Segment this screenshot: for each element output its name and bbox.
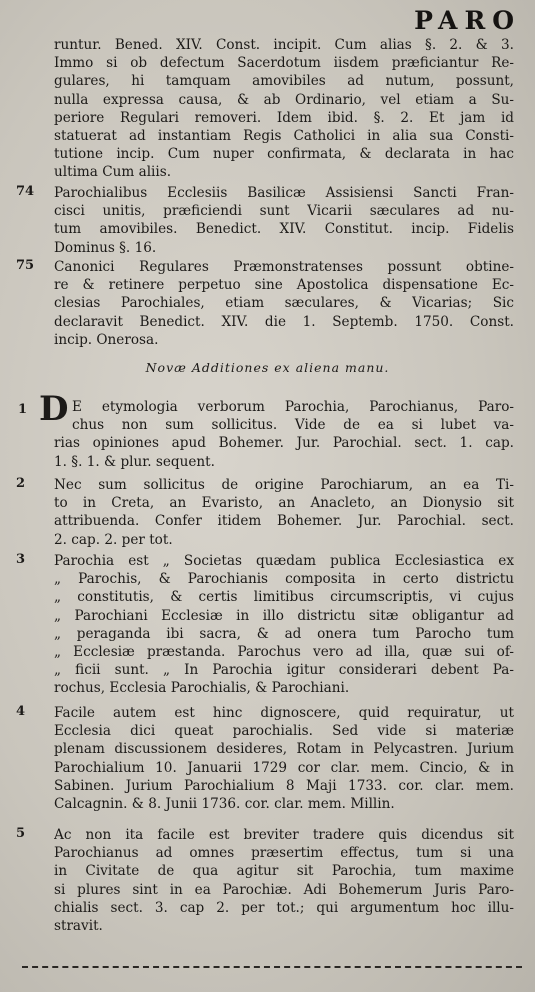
text-line: attribuenda. Confer itidem Bohemer. Jur. Parochial. sect. [54,513,514,530]
paragraph-number: 4 [16,704,26,719]
text-line: gulares, hi tamquam amovibiles ad nutum, possunt, [54,73,514,90]
section-heading: Novæ Additiones ex aliena manu. [145,360,390,375]
paragraph-number: 5 [16,826,26,841]
text-line: statuerat ad instantiam Regis Catholici in alia sua Consti- [54,128,514,145]
text-line: Sabinen. Jurium Parochialium 8 Maji 1733. cor. clar. mem. [54,777,514,794]
text-line: „ peraganda ibi sacra, & ad onera tum Parocho tum [54,625,514,642]
text-line: incip. Onerosa. [54,331,159,348]
text-line: plenam discussionem desideres, Rotam in Pelycastren. Jurium [54,741,514,758]
paragraph-number: 2 [16,476,26,491]
paragraph-74 [16,184,514,257]
paragraph-number: 75 [16,258,35,273]
text-line: Parochialium 10. Januarii 1729 cor clar. mem. Cincio, & in [54,759,514,776]
text-line: ultima Cum aliis. [54,164,172,181]
text-line: si plures sint in ea Parochiæ. Adi Bohemerum Juris Paro- [54,881,514,898]
text-line: to in Creta, an Evaristo, an Anacleto, an Dionysio sit [54,495,514,512]
text-line: rochus, Ecclesia Parochialis, & Parochiani. [54,680,350,697]
text-line: Parochialibus Ecclesiis Basilicæ Assisiensi Sancti Fran- [54,185,514,201]
text-line: tutione incip. Cum nuper confirmata, & declarata in hac [54,146,514,163]
text-line: rias opiniones apud Bohemer. Jur. Parochial. sect. 1. cap. [54,435,514,452]
text-line: periore Regulari removeri. Idem ibid. §. 2. Et jam id [54,109,514,126]
addition-4 [16,704,514,813]
text-line: „ ficii sunt. „ In Parochia igitur considerari debent Pa- [54,662,514,679]
text-line: Parochianus ad omnes præsertim effectus, tum si una [54,845,514,862]
text-line: 2. cap. 2. per tot. [54,531,173,548]
text-line: Ac non ita facile est breviter tradere quis dicendus sit [54,827,514,843]
running-head: PARO [414,6,521,35]
text-line: re & retinere perpetuo sine Apostolica dispensatione Ec- [54,277,514,294]
text-line: Dominus §. 16. [54,239,157,256]
bottom-rule [22,966,522,968]
text-line: chus non sum sollicitus. Vide de ea si lubet va- [72,417,514,434]
drop-cap: D [39,389,69,429]
paragraph-number: 74 [16,184,35,199]
text-line: chialis sect. 3. cap 2. per tot.; qui argumentum hoc illu- [54,899,514,916]
text-line: „ Ecclesiæ præstanda. Parochus vero ad illa, quæ sui of- [54,644,514,661]
paragraph-number: 1 [18,402,28,417]
addition-5 [16,826,514,935]
addition-3 [16,552,514,698]
text-line: in Civitate de qua agitur sit Parochia, tum maxime [54,863,514,880]
text-line: E etymologia verborum Parochia, Parochianus, Paro- [72,399,514,415]
text-line: Facile autem est hinc dignoscere, quid requiratur, ut [54,705,514,721]
text-line: stravit. [54,918,103,935]
text-line: nulla expressa causa, & ab Ordinario, vel etiam a Su- [54,91,514,108]
text-line: tum amovibiles. Benedict. XIV. Constitut. incip. Fidelis [54,221,514,238]
text-line: „ Parochis, & Parochianis composita in certo districtu [54,571,514,588]
text-line: Nec sum sollicitus de origine Parochiarum, an ea Ti- [54,477,514,493]
text-line: „ constitutis, & certis limitibus circumscriptis, vi cujus [54,589,514,606]
addition-1 [18,389,514,471]
text-line: Canonici Regulares Præmonstratenses possunt obtine- [54,259,514,275]
text-line: cisci unitis, præficiendi sunt Vicarii sæculares ad nu- [54,203,514,220]
text-line: Ecclesia dici queat parochialis. Sed vide si materiæ [54,723,514,740]
text-line: „ Parochiani Ecclesiæ in illo districtu sitæ obligantur ad [54,607,514,624]
paragraph-75 [16,258,514,349]
paragraph-number: 3 [16,552,26,567]
continuation-paragraph [54,36,514,182]
text-line: declaravit Benedict. XIV. die 1. Septemb. 1750. Const. [54,313,514,330]
text-line: Calcagnin. & 8. Junii 1736. cor. clar. mem. Millin. [54,796,395,813]
text-line: clesias Parochiales, etiam sæculares, & Vicarias; Sic [54,295,514,312]
text-line: 1. §. 1. & plur. sequent. [54,453,215,470]
text-line: runtur. Bened. XIV. Const. incipit. Cum alias §. 2. & 3. [54,37,514,53]
text-line: Parochia est „ Societas quædam publica Ecclesiastica ex [54,553,514,569]
text-line: Immo si ob defectum Sacerdotum iisdem præficiantur Re- [54,55,514,72]
addition-2 [16,476,514,549]
